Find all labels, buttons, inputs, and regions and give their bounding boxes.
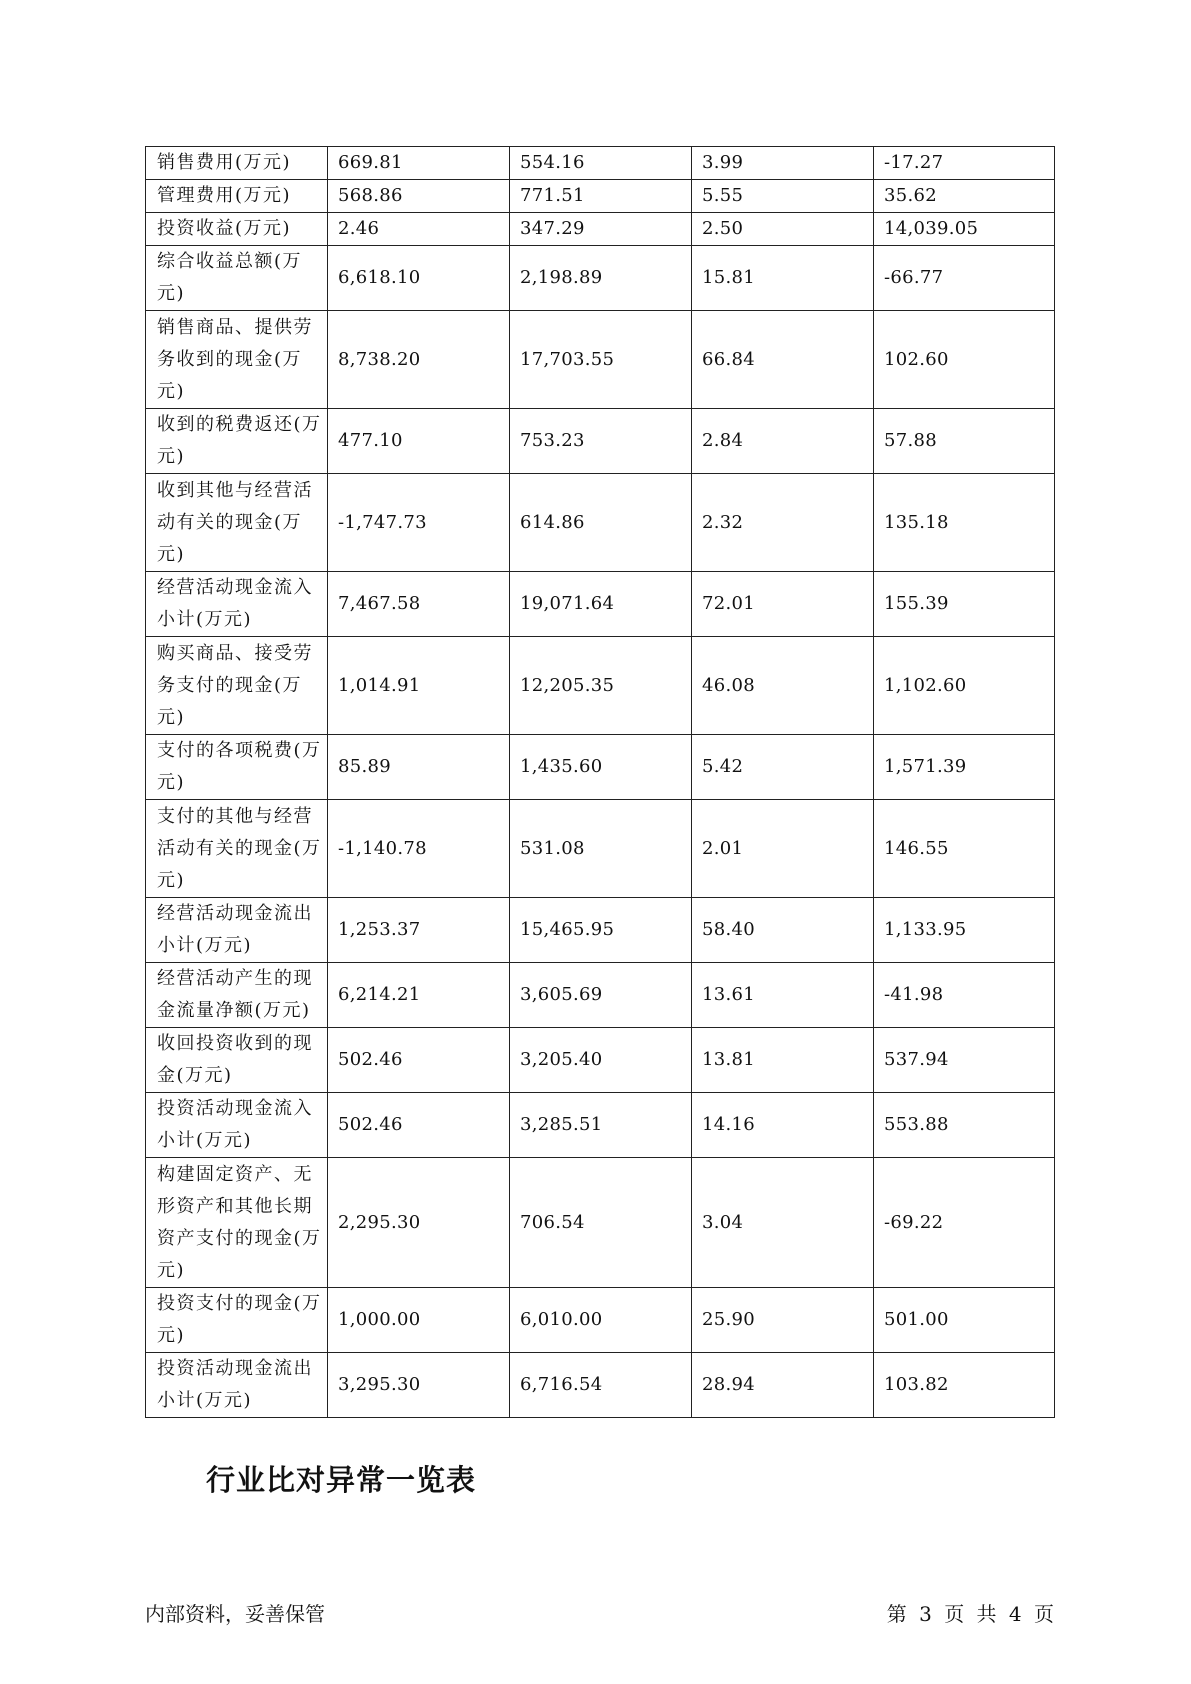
cell-value-2: 3,285.51 bbox=[510, 1093, 692, 1158]
cell-value-1: 85.89 bbox=[328, 735, 510, 800]
cell-value-3: 5.55 bbox=[692, 180, 874, 213]
cell-value-2: 554.16 bbox=[510, 147, 692, 180]
table-row bbox=[146, 800, 1055, 898]
cell-value-3: 15.81 bbox=[692, 246, 874, 311]
cell-value-4: 1,102.60 bbox=[874, 637, 1055, 735]
cell-value-2: 614.86 bbox=[510, 474, 692, 572]
row-label: 经营活动产生的现金流量净额(万元) bbox=[146, 963, 328, 1028]
cell-value-3: 72.01 bbox=[692, 572, 874, 637]
row-label: 投资支付的现金(万元) bbox=[146, 1288, 328, 1353]
cell-value-2: 6,010.00 bbox=[510, 1288, 692, 1353]
cell-value-4: 553.88 bbox=[874, 1093, 1055, 1158]
financial-data-table bbox=[145, 146, 1055, 1418]
cell-value-2: 17,703.55 bbox=[510, 311, 692, 409]
row-label: 构建固定资产、无形资产和其他长期资产支付的现金(万元) bbox=[146, 1158, 328, 1288]
cell-value-4: -41.98 bbox=[874, 963, 1055, 1028]
row-label: 销售费用(万元) bbox=[146, 147, 328, 180]
cell-value-1: 502.46 bbox=[328, 1093, 510, 1158]
cell-value-2: 771.51 bbox=[510, 180, 692, 213]
section-title: 行业比对异常一览表 bbox=[206, 1463, 477, 1497]
cell-value-1: 477.10 bbox=[328, 409, 510, 474]
footer-page-number: 第 3 页 共 4 页 bbox=[886, 1602, 1054, 1626]
cell-value-1: 6,618.10 bbox=[328, 246, 510, 311]
cell-value-1: 6,214.21 bbox=[328, 963, 510, 1028]
cell-value-3: 66.84 bbox=[692, 311, 874, 409]
cell-value-4: 146.55 bbox=[874, 800, 1055, 898]
cell-value-4: 135.18 bbox=[874, 474, 1055, 572]
cell-value-4: -66.77 bbox=[874, 246, 1055, 311]
cell-value-2: 1,435.60 bbox=[510, 735, 692, 800]
row-label: 销售商品、提供劳务收到的现金(万元) bbox=[146, 311, 328, 409]
cell-value-1: -1,140.78 bbox=[328, 800, 510, 898]
cell-value-3: 14.16 bbox=[692, 1093, 874, 1158]
cell-value-4: -17.27 bbox=[874, 147, 1055, 180]
cell-value-1: 669.81 bbox=[328, 147, 510, 180]
cell-value-3: 13.61 bbox=[692, 963, 874, 1028]
table-row bbox=[146, 1288, 1055, 1353]
cell-value-2: 2,198.89 bbox=[510, 246, 692, 311]
table-row bbox=[146, 474, 1055, 572]
row-label: 支付的其他与经营活动有关的现金(万元) bbox=[146, 800, 328, 898]
cell-value-3: 5.42 bbox=[692, 735, 874, 800]
cell-value-3: 13.81 bbox=[692, 1028, 874, 1093]
cell-value-3: 25.90 bbox=[692, 1288, 874, 1353]
table-row bbox=[146, 898, 1055, 963]
cell-value-2: 12,205.35 bbox=[510, 637, 692, 735]
cell-value-2: 753.23 bbox=[510, 409, 692, 474]
row-label: 收到其他与经营活动有关的现金(万元) bbox=[146, 474, 328, 572]
cell-value-2: 3,205.40 bbox=[510, 1028, 692, 1093]
cell-value-1: 1,253.37 bbox=[328, 898, 510, 963]
cell-value-4: 537.94 bbox=[874, 1028, 1055, 1093]
table-row bbox=[146, 213, 1055, 246]
cell-value-3: 3.99 bbox=[692, 147, 874, 180]
cell-value-1: 568.86 bbox=[328, 180, 510, 213]
cell-value-2: 15,465.95 bbox=[510, 898, 692, 963]
cell-value-3: 46.08 bbox=[692, 637, 874, 735]
cell-value-1: 1,000.00 bbox=[328, 1288, 510, 1353]
table-row bbox=[146, 147, 1055, 180]
cell-value-4: 103.82 bbox=[874, 1353, 1055, 1418]
table-row bbox=[146, 1028, 1055, 1093]
table-row bbox=[146, 246, 1055, 311]
cell-value-4: 35.62 bbox=[874, 180, 1055, 213]
cell-value-4: -69.22 bbox=[874, 1158, 1055, 1288]
footer-confidential-note: 内部资料，妥善保管 bbox=[145, 1602, 325, 1626]
table-row bbox=[146, 735, 1055, 800]
cell-value-4: 14,039.05 bbox=[874, 213, 1055, 246]
table-row bbox=[146, 637, 1055, 735]
cell-value-1: 2,295.30 bbox=[328, 1158, 510, 1288]
cell-value-1: 2.46 bbox=[328, 213, 510, 246]
table-row bbox=[146, 409, 1055, 474]
cell-value-1: 1,014.91 bbox=[328, 637, 510, 735]
row-label: 收回投资收到的现金(万元) bbox=[146, 1028, 328, 1093]
row-label: 经营活动现金流入小计(万元) bbox=[146, 572, 328, 637]
table-row bbox=[146, 180, 1055, 213]
row-label: 投资活动现金流出小计(万元) bbox=[146, 1353, 328, 1418]
row-label: 综合收益总额(万元) bbox=[146, 246, 328, 311]
cell-value-1: 8,738.20 bbox=[328, 311, 510, 409]
cell-value-2: 19,071.64 bbox=[510, 572, 692, 637]
row-label: 收到的税费返还(万元) bbox=[146, 409, 328, 474]
cell-value-2: 347.29 bbox=[510, 213, 692, 246]
cell-value-2: 6,716.54 bbox=[510, 1353, 692, 1418]
row-label: 购买商品、接受劳务支付的现金(万元) bbox=[146, 637, 328, 735]
row-label: 经营活动现金流出小计(万元) bbox=[146, 898, 328, 963]
table-row bbox=[146, 311, 1055, 409]
row-label: 支付的各项税费(万元) bbox=[146, 735, 328, 800]
cell-value-3: 2.84 bbox=[692, 409, 874, 474]
cell-value-1: -1,747.73 bbox=[328, 474, 510, 572]
row-label: 投资活动现金流入小计(万元) bbox=[146, 1093, 328, 1158]
cell-value-1: 3,295.30 bbox=[328, 1353, 510, 1418]
cell-value-3: 2.50 bbox=[692, 213, 874, 246]
cell-value-1: 7,467.58 bbox=[328, 572, 510, 637]
cell-value-1: 502.46 bbox=[328, 1028, 510, 1093]
cell-value-4: 1,571.39 bbox=[874, 735, 1055, 800]
table-row bbox=[146, 963, 1055, 1028]
cell-value-2: 706.54 bbox=[510, 1158, 692, 1288]
cell-value-2: 531.08 bbox=[510, 800, 692, 898]
cell-value-3: 58.40 bbox=[692, 898, 874, 963]
row-label: 管理费用(万元) bbox=[146, 180, 328, 213]
table-row bbox=[146, 572, 1055, 637]
cell-value-4: 57.88 bbox=[874, 409, 1055, 474]
cell-value-4: 501.00 bbox=[874, 1288, 1055, 1353]
cell-value-2: 3,605.69 bbox=[510, 963, 692, 1028]
cell-value-4: 155.39 bbox=[874, 572, 1055, 637]
table-body bbox=[146, 147, 1055, 1418]
cell-value-3: 2.32 bbox=[692, 474, 874, 572]
cell-value-3: 28.94 bbox=[692, 1353, 874, 1418]
row-label: 投资收益(万元) bbox=[146, 213, 328, 246]
table-row bbox=[146, 1093, 1055, 1158]
cell-value-4: 1,133.95 bbox=[874, 898, 1055, 963]
cell-value-3: 3.04 bbox=[692, 1158, 874, 1288]
cell-value-3: 2.01 bbox=[692, 800, 874, 898]
table-row bbox=[146, 1353, 1055, 1418]
cell-value-4: 102.60 bbox=[874, 311, 1055, 409]
table-row bbox=[146, 1158, 1055, 1288]
